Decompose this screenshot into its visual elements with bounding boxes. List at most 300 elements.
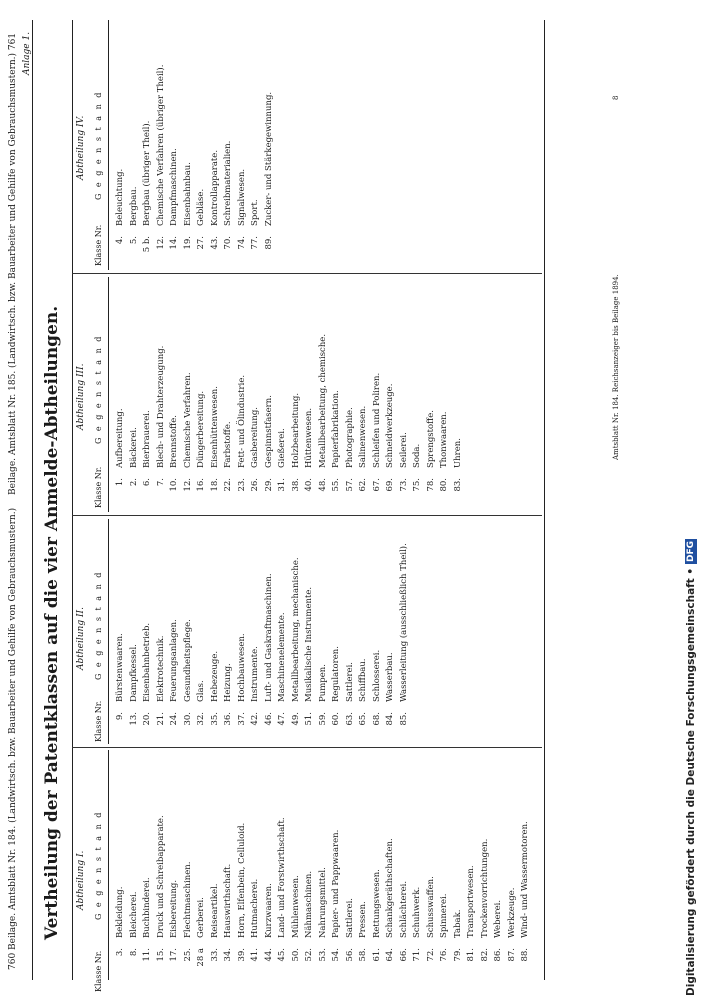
- list-item: [236, 823, 249, 976]
- gegenstand-text: Seilerei.: [398, 432, 409, 468]
- klasse-number: 5 b.: [142, 236, 152, 253]
- gegenstand-text: Chemische Verfahren (übriger Theil).: [155, 64, 166, 226]
- list-item: [249, 646, 262, 740]
- klasse-number: 17.: [169, 948, 179, 962]
- klasse-number: 45.: [277, 948, 287, 962]
- gegenstand-text: Instrumente.: [250, 646, 260, 702]
- gegenstand-text: Signalwesen.: [236, 168, 247, 226]
- gegenstand-text: Uhren.: [452, 438, 463, 468]
- list-item: [303, 871, 316, 976]
- klasse-number: 16.: [196, 478, 206, 492]
- gegenstand-text: Gasbereitung.: [250, 406, 260, 468]
- klasse-number: 58.: [358, 948, 368, 962]
- list-item: [465, 865, 478, 976]
- column-label-klasse-1: Klasse Nr.: [94, 950, 103, 992]
- column-label-klasse-2: Klasse Nr.: [94, 700, 103, 742]
- klasse-number: 56.: [344, 948, 355, 962]
- gegenstand-text: Eisenbahnbau.: [182, 162, 193, 226]
- gegenstand-text: Bergbau.: [128, 186, 139, 226]
- list-item: [344, 898, 357, 976]
- list-item: [168, 148, 181, 264]
- gegenstand-text: Heizung.: [223, 663, 233, 702]
- list-item: [222, 663, 235, 740]
- section-heading-4: Abtheilung IV.: [76, 115, 86, 180]
- klasse-number: 26.: [250, 478, 260, 492]
- klasse-number: 18.: [209, 478, 220, 492]
- dfg-logo: DFG: [686, 541, 696, 563]
- klasse-number: 75.: [412, 478, 422, 492]
- gegenstand-text: Düngerbereitung.: [196, 390, 206, 468]
- klasse-number: 7.: [155, 478, 166, 487]
- klasse-number: 39.: [236, 948, 247, 962]
- gegenstand-text: Holzbearbeitung.: [290, 392, 301, 468]
- gegenstand-text: Papierfabrikation.: [331, 390, 341, 468]
- list-item: [425, 876, 438, 976]
- gegenstand-text: Rettungswesen.: [371, 869, 382, 938]
- gegenstand-text: Transportwesen.: [466, 865, 476, 938]
- section-heading-2: Abtheilung II.: [76, 607, 86, 670]
- gegenstand-text: Schlächterei.: [398, 880, 409, 938]
- gegenstand-text: Bleicherei.: [128, 891, 139, 938]
- list-item: [114, 408, 127, 506]
- gegenstand-text: Farbstoffe.: [223, 421, 233, 468]
- klasse-number: 61.: [371, 948, 382, 962]
- list-item: [155, 65, 168, 264]
- gegenstand-text: Regulatoren.: [331, 646, 341, 702]
- klasse-number: 15.: [155, 948, 166, 962]
- header-right: Beilage. Amtsblatt Nr. 185. (Landwirtsch. bzw. Bauarbeiter und Gehilfe von Gebrauchsmustern.) 761: [8, 32, 18, 495]
- list-item: [276, 428, 289, 506]
- gegenstand-text: Sport.: [250, 199, 260, 226]
- gegenstand-text: Wind- und Wassermotoren.: [520, 821, 530, 938]
- page-title: Vertheilung der Patentklassen auf die vier Anmelde-Abtheilungen.: [42, 305, 62, 940]
- gegenstand-text: Dampfkessel.: [128, 644, 139, 702]
- list-item: [425, 410, 438, 506]
- klasse-number: 9.: [115, 712, 125, 721]
- list-item: [141, 623, 154, 740]
- list-item: [371, 373, 384, 506]
- klasse-number: 32.: [196, 712, 206, 726]
- list-item: [182, 619, 195, 740]
- klasse-number: 77.: [250, 236, 260, 250]
- list-item: [506, 888, 519, 976]
- list-item: [398, 543, 411, 740]
- gegenstand-text: Trockenvorrichtungen.: [479, 838, 490, 938]
- list-item: [519, 821, 532, 976]
- gegenstand-text: Zucker- und Stärkegewinnung.: [263, 91, 274, 226]
- gegenstand-text: Blech- und Drahterzeugung.: [155, 345, 166, 468]
- list-item: [182, 862, 195, 976]
- list-item: [344, 407, 357, 506]
- gegenstand-text: Gebläse.: [196, 188, 206, 226]
- gegenstand-text: Hüttenwesen.: [304, 407, 314, 468]
- list-item: [317, 664, 330, 740]
- gegenstand-text: Eisenhüttenwesen.: [209, 386, 220, 468]
- klasse-number: 80.: [439, 478, 449, 492]
- anlage-label: Anlage 1.: [22, 31, 32, 75]
- column-divider-2: [72, 515, 542, 516]
- klasse-number: 66.: [398, 948, 409, 962]
- klasse-number: 62.: [358, 478, 368, 492]
- list-item: [438, 894, 451, 976]
- gegenstand-text: Eisenbahnbetrieb.: [142, 622, 152, 702]
- gegenstand-text: Soda.: [412, 443, 422, 468]
- list-item: [317, 867, 330, 976]
- klasse-number: 71.: [412, 948, 422, 962]
- list-item: [209, 150, 222, 264]
- list-item: [411, 887, 424, 976]
- gegenstand-text: Schiffbau.: [358, 658, 368, 702]
- column-label-klasse-3: Klasse Nr.: [94, 466, 103, 508]
- gegenstand-text: Sattlerei.: [344, 898, 355, 938]
- list-item: [128, 644, 141, 740]
- list-item: [222, 141, 235, 264]
- column-label-gegenstand-1: G e g e n s t a n d: [94, 810, 103, 920]
- klasse-number: 60.: [331, 712, 341, 726]
- klasse-number: 51.: [304, 712, 314, 726]
- list-item: [128, 187, 141, 264]
- gegenstand-text: Kurzwaaren.: [263, 883, 274, 938]
- gegenstand-text: Spinnerei.: [439, 893, 449, 938]
- list-item: [330, 830, 343, 976]
- gegenstand-text: Fett- und Ölindustrie.: [236, 374, 247, 468]
- klasse-number: 73.: [398, 478, 409, 492]
- list-item: [236, 633, 249, 740]
- klasse-number: 35.: [209, 712, 220, 726]
- gegenstand-text: Schankgeräthschaften.: [385, 838, 395, 938]
- list-item: [371, 650, 384, 740]
- klasse-number: 76.: [439, 948, 449, 962]
- gegenstand-text: Glas.: [196, 680, 206, 702]
- list-item: [195, 897, 208, 976]
- klasse-number: 10.: [169, 478, 179, 492]
- list-item: [195, 680, 208, 740]
- list-item: [182, 162, 195, 264]
- dfg-watermark: [685, 4, 701, 996]
- list-item: [114, 887, 127, 976]
- klasse-number: 1.: [115, 478, 125, 487]
- klasse-number: 88.: [520, 948, 530, 962]
- klasse-number: 40.: [304, 478, 314, 492]
- column-label-gegenstand-4: G e g e n s t a n d: [94, 90, 103, 200]
- gegenstand-text: Metallbearbeitung, mechanische.: [290, 557, 301, 702]
- gegenstand-text: Brennstoffe.: [169, 415, 179, 468]
- list-item: [155, 815, 168, 976]
- list-item: [438, 412, 451, 506]
- gegenstand-text: Wasserleitung (ausschließlich Theil).: [398, 543, 409, 702]
- gegenstand-text: Feuerungsanlagen.: [169, 619, 179, 702]
- gegenstand-text: Nahrungsmittel.: [317, 867, 328, 938]
- klasse-number: 79.: [452, 948, 463, 962]
- list-item: [141, 121, 154, 264]
- gegenstand-text: Sprengstoffe.: [425, 410, 436, 468]
- list-item: [182, 372, 195, 506]
- klasse-number: 42.: [250, 712, 260, 726]
- klasse-number: 78.: [425, 478, 436, 492]
- klasse-number: 24.: [169, 712, 179, 726]
- list-item: [290, 393, 303, 506]
- list-item: [398, 432, 411, 506]
- gegenstand-text: Beleuchtung.: [115, 168, 125, 226]
- gegenstand-text: Hebezeuge.: [209, 650, 220, 702]
- gegenstand-text: Gespinnstfasern.: [263, 395, 274, 468]
- klasse-number: 4.: [115, 236, 125, 245]
- klasse-number: 46.: [263, 712, 274, 726]
- footer-note: Amtsblatt Nr. 184. Reichsanzeiger bis Beilage 1894.: [612, 274, 620, 460]
- gegenstand-text: Bekleidung.: [115, 886, 125, 938]
- klasse-number: 72.: [425, 948, 436, 962]
- klasse-number: 34.: [223, 948, 233, 962]
- gegenstand-text: Flechtmaschinen.: [182, 861, 193, 938]
- klasse-number: 82.: [479, 948, 490, 962]
- gegenstand-text: Sattlerei.: [344, 662, 355, 702]
- klasse-number: 3.: [115, 948, 125, 957]
- gegenstand-text: Eisbereitung.: [169, 879, 179, 938]
- gegenstand-text: Dampfmaschinen.: [169, 148, 179, 226]
- klasse-number: 13.: [128, 712, 139, 726]
- list-item: [384, 652, 397, 740]
- column-divider-1: [72, 747, 542, 748]
- gegenstand-text: Horn, Elfenbein, Celluloid.: [236, 822, 247, 938]
- klasse-number: 87.: [506, 948, 517, 962]
- klasse-number: 8.: [128, 948, 139, 957]
- klasse-number: 30.: [182, 712, 193, 726]
- list-item: [222, 864, 235, 976]
- klasse-number: 57.: [344, 478, 355, 492]
- list-item: [411, 444, 424, 506]
- list-item: [249, 407, 262, 506]
- list-item: [168, 880, 181, 976]
- list-item: [357, 901, 370, 976]
- list-item: [290, 557, 303, 740]
- klasse-number: 11.: [142, 948, 152, 962]
- gegenstand-text: Gesundheitspflege.: [182, 619, 193, 702]
- klasse-number: 12.: [155, 236, 166, 250]
- list-item: [276, 817, 289, 976]
- list-item: [276, 612, 289, 740]
- list-item: [168, 415, 181, 506]
- klasse-number: 19.: [182, 236, 193, 250]
- list-item: [263, 395, 276, 506]
- klasse-number: 86.: [493, 948, 503, 962]
- gegenstand-text: Maschinenelemente.: [277, 612, 287, 702]
- klasse-number: 63.: [344, 712, 355, 726]
- gegenstand-text: Chemische Verfahren.: [182, 372, 193, 468]
- klasse-number: 23.: [236, 478, 247, 492]
- column-label-gegenstand-2: G e g e n s t a n d: [94, 570, 103, 680]
- klasse-number: 65.: [358, 712, 368, 726]
- bottom-rule: [544, 20, 545, 980]
- klasse-number: 47.: [277, 712, 287, 726]
- gegenstand-text: Elektrotechnik.: [155, 635, 166, 702]
- klasse-number: 28 a: [196, 948, 206, 967]
- list-item: [492, 900, 505, 976]
- list-item: [330, 390, 343, 506]
- list-item: [155, 636, 168, 740]
- klasse-number: 44.: [263, 948, 274, 962]
- gegenstand-text: Schlosserei.: [371, 649, 382, 702]
- gegenstand-text: Mühlenwesen.: [290, 875, 301, 938]
- list-item: [168, 619, 181, 740]
- list-item: [344, 662, 357, 740]
- list-item: [330, 646, 343, 740]
- list-item: [371, 869, 384, 976]
- klasse-number: 59.: [317, 712, 328, 726]
- klasse-number: 31.: [277, 478, 287, 492]
- klasse-number: 69.: [385, 478, 395, 492]
- gegenstand-text: Buchbinderei.: [142, 877, 152, 938]
- klasse-number: 54.: [331, 948, 341, 962]
- klasse-number: 83.: [452, 478, 463, 492]
- section-heading-1: Abtheilung I.: [76, 850, 86, 910]
- gegenstand-text: Aufbereitung.: [115, 408, 125, 468]
- list-item: [141, 410, 154, 506]
- list-item: [263, 573, 276, 740]
- list-item: [290, 875, 303, 976]
- gegenstand-text: Schneidwerkzeuge.: [385, 383, 395, 468]
- gegenstand-text: Gerberei.: [196, 897, 206, 938]
- klasse-number: 74.: [236, 236, 247, 250]
- gegenstand-text: Salinenwesen.: [358, 405, 368, 468]
- gegenstand-text: Metallbearbeitung, chemische.: [317, 333, 328, 468]
- section-rule-4: [108, 20, 109, 270]
- gegenstand-text: Pressen.: [358, 901, 368, 938]
- title-rule: [72, 20, 73, 980]
- list-item: [128, 427, 141, 506]
- gegenstand-text: Bergbau (übriger Theil).: [142, 120, 152, 226]
- klasse-number: 38.: [290, 478, 301, 492]
- klasse-number: 29.: [263, 478, 274, 492]
- klasse-number: 55.: [331, 478, 341, 492]
- section-rule-2: [108, 519, 109, 744]
- gegenstand-text: Musikalische Instrumente.: [304, 586, 314, 702]
- gegenstand-text: Bürstenwaaren.: [115, 633, 125, 702]
- gegenstand-text: Schusswaffen.: [425, 876, 436, 938]
- gegenstand-text: Reiseartikel.: [209, 883, 220, 938]
- list-item: [195, 189, 208, 264]
- list-item: [209, 651, 222, 740]
- klasse-number: 49.: [290, 712, 301, 726]
- klasse-number: 41.: [250, 948, 260, 962]
- klasse-number: 84.: [385, 712, 395, 726]
- klasse-number: 89.: [263, 236, 274, 250]
- klasse-number: 43.: [209, 236, 220, 250]
- gegenstand-text: Wasserbau.: [385, 652, 395, 702]
- gegenstand-text: Schuhwerk.: [412, 886, 422, 938]
- column-label-klasse-4: Klasse Nr.: [94, 224, 103, 266]
- gegenstand-text: Hauswirthschaft.: [223, 863, 233, 938]
- list-item: [114, 169, 127, 264]
- list-item: [263, 92, 276, 264]
- list-item: [195, 391, 208, 506]
- list-item: [114, 633, 127, 740]
- list-item: [155, 346, 168, 506]
- list-item: [303, 408, 316, 506]
- klasse-number: 20.: [142, 712, 152, 726]
- section-rule-1: [108, 750, 109, 980]
- header-left: 760 Beilage. Amtsblatt Nr. 184. (Landwirtsch. bzw. Bauarbeiter und Gehilfe von Gebrauchsmustern.): [8, 507, 18, 970]
- klasse-number: 33.: [209, 948, 220, 962]
- klasse-number: 52.: [304, 948, 314, 962]
- section-rule-3: [108, 277, 109, 512]
- section-heading-3: Abtheilung III.: [76, 363, 86, 430]
- gegenstand-text: Kontrollapparate.: [209, 149, 220, 226]
- gegenstand-text: Schreibmaterialien.: [223, 140, 233, 226]
- klasse-number: 68.: [371, 712, 382, 726]
- gegenstand-text: Gießerei.: [277, 428, 287, 468]
- list-item: [384, 384, 397, 506]
- list-item: [398, 881, 411, 976]
- list-item: [249, 199, 262, 264]
- column-label-gegenstand-3: G e g e n s t a n d: [94, 334, 103, 444]
- list-item: [222, 421, 235, 506]
- klasse-number: 5.: [128, 236, 139, 245]
- klasse-number: 25.: [182, 948, 193, 962]
- gegenstand-text: Bierbrauerei.: [142, 410, 152, 468]
- gegenstand-text: Thonwaaren.: [439, 411, 449, 468]
- gegenstand-text: Land- und Forstwirthschaft.: [277, 817, 287, 938]
- gegenstand-text: Schleifen und Poliren.: [371, 372, 382, 468]
- page-mark: 8: [612, 95, 620, 100]
- klasse-number: 81.: [466, 948, 476, 962]
- list-item: [209, 386, 222, 506]
- gegenstand-text: Pumpen.: [317, 664, 328, 702]
- klasse-number: 67.: [371, 478, 382, 492]
- gegenstand-text: Weberei.: [493, 899, 503, 938]
- list-item: [128, 892, 141, 977]
- list-item: [236, 375, 249, 506]
- gegenstand-text: Nähmaschinen.: [304, 870, 314, 938]
- list-item: [452, 910, 465, 976]
- klasse-number: 37.: [236, 712, 247, 726]
- klasse-number: 14.: [169, 236, 179, 250]
- gegenstand-text: Tabak.: [452, 909, 463, 938]
- klasse-number: 64.: [385, 948, 395, 962]
- gegenstand-text: Hochbauwesen.: [236, 633, 247, 702]
- list-item: [249, 879, 262, 976]
- klasse-number: 70.: [223, 236, 233, 250]
- list-item: [303, 587, 316, 740]
- klasse-number: 53.: [317, 948, 328, 962]
- list-item: [452, 438, 465, 506]
- gegenstand-text: Papier- und Pappwaaren.: [331, 829, 341, 938]
- list-item: [479, 839, 492, 976]
- gegenstand-text: Druck und Schreibapparate.: [155, 815, 166, 938]
- gegenstand-text: Photographie.: [344, 407, 355, 468]
- list-item: [209, 884, 222, 976]
- header-rule: [32, 20, 33, 980]
- list-item: [357, 406, 370, 506]
- gegenstand-text: Hutmacherei.: [250, 878, 260, 938]
- klasse-number: 2.: [128, 478, 139, 487]
- klasse-number: 6.: [142, 478, 152, 487]
- klasse-number: 36.: [223, 712, 233, 726]
- klasse-number: 21.: [155, 712, 166, 726]
- klasse-number: 48.: [317, 478, 328, 492]
- list-item: [141, 877, 154, 976]
- klasse-number: 27.: [196, 236, 206, 250]
- gegenstand-text: Luft- und Gaskraftmaschinen.: [263, 573, 274, 702]
- list-item: [357, 658, 370, 740]
- klasse-number: 22.: [223, 478, 233, 492]
- gegenstand-text: Werkzeuge.: [506, 887, 517, 938]
- gegenstand-text: Bäckerei.: [128, 427, 139, 468]
- klasse-number: 12.: [182, 478, 193, 492]
- watermark-text: Digitalisierung gefördert durch die Deutsche Forschungsgemeinschaft •: [685, 567, 697, 996]
- list-item: [236, 169, 249, 264]
- list-item: [384, 838, 397, 976]
- column-divider-3: [72, 273, 542, 274]
